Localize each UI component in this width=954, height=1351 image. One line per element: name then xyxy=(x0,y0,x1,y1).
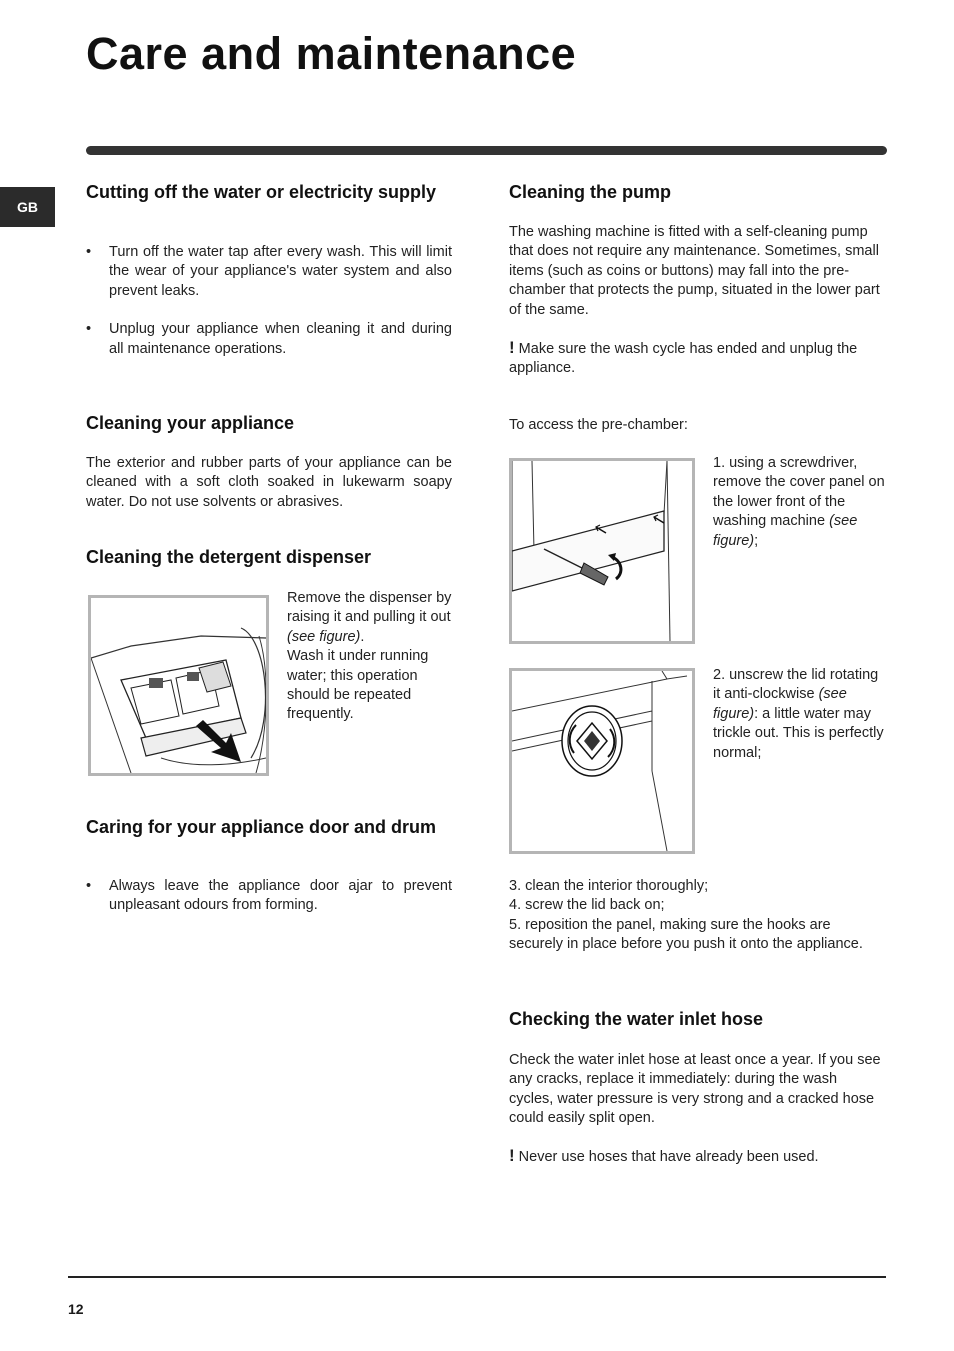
door-list xyxy=(86,877,452,916)
heading-supply: Cutting off the water or electricity supply xyxy=(86,182,437,202)
footer-divider xyxy=(68,1276,886,1278)
hose-body: Check the water inlet hose at least once a year. If you see any cracks, replace it immediately: during the wash cycles, water pressure is very strong and a cracked hose could easily split open. xyxy=(509,1052,881,1127)
heading-inlet-hose: Checking the water inlet hose xyxy=(509,1009,764,1029)
step-2-text: 2. unscrew the lid rotating it anti-clockwise xyxy=(713,667,879,703)
step-2-end: : a little water may trickle out. This is perfectly normal; xyxy=(713,705,884,761)
warning-icon: ! xyxy=(509,338,515,357)
dispenser-wash: Wash it under running water; this operation should be repeated frequently. xyxy=(287,648,429,723)
steps-3-5 xyxy=(509,877,881,955)
step-2 xyxy=(713,666,887,763)
language-tab: GB xyxy=(0,187,55,227)
pump-warning xyxy=(509,338,881,379)
header-divider xyxy=(86,146,887,155)
screwdriver-illustration xyxy=(512,461,692,641)
heading-cleaning-pump: Cleaning the pump xyxy=(509,182,671,202)
warning-icon: ! xyxy=(509,1146,515,1165)
dispenser-figure xyxy=(88,595,269,776)
pump-warning-text: Make sure the wash cycle has ended and unplug the appliance. xyxy=(509,341,858,377)
punctuation: . xyxy=(360,628,365,645)
panel-removal-figure xyxy=(509,458,695,644)
step-3: 3. clean the interior thoroughly; xyxy=(509,878,709,894)
dispenser-text xyxy=(287,589,463,725)
see-figure-ref: (see figure) xyxy=(713,686,847,722)
pump-lid-illustration xyxy=(512,671,692,851)
heading-door-drum: Caring for your appliance door and drum xyxy=(86,817,437,837)
see-figure-ref: (see figure) xyxy=(287,628,361,645)
hose-warning xyxy=(509,1146,881,1167)
page-number: 12 xyxy=(68,1301,84,1317)
heading-detergent-dispenser: Cleaning the detergent dispenser xyxy=(86,547,372,567)
step-5: 5. reposition the panel, making sure the hooks are securely in place before you push it onto the appliance. xyxy=(509,916,863,953)
hose-warning-text: Never use hoses that have already been used. xyxy=(518,1149,819,1165)
list-item: • Unplug your appliance when cleaning it and during all maintenance operations. xyxy=(86,320,452,359)
pump-body: The washing machine is fitted with a self-cleaning pump that does not require any maintenance. Sometimes, small items (such as coins or buttons) may fall into the pre-chamber that protects the pump, situated in the lower part of the same. xyxy=(509,224,880,318)
dispenser-instruction: Remove the dispenser by raising it and pulling it out xyxy=(287,590,452,626)
heading-cleaning-appliance: Cleaning your appliance xyxy=(86,413,295,433)
page-title: Care and maintenance xyxy=(86,28,577,79)
list-item: • Always leave the appliance door ajar to prevent unpleasant odours from forming. xyxy=(86,877,452,916)
list-item: • Turn off the water tap after every wash. This will limit the wear of your appliance's water system and also prevent leaks. xyxy=(86,243,452,301)
step-1 xyxy=(713,454,887,551)
dispenser-illustration xyxy=(91,598,266,773)
step-4: 4. screw the lid back on; xyxy=(509,897,665,914)
supply-list xyxy=(86,243,452,359)
lid-unscrew-figure xyxy=(509,668,695,854)
access-text: To access the pre-chamber: xyxy=(509,417,688,433)
see-figure-ref: (see figure) xyxy=(713,513,858,549)
step-1-text: 1. using a screwdriver, remove the cover panel on the lower front of the washing machine xyxy=(713,455,885,530)
punctuation: ; xyxy=(754,532,759,549)
appliance-body: The exterior and rubber parts of your appliance can be cleaned with a soft cloth soaked in lukewarm soapy water. Do not use solvents or abrasives. xyxy=(86,455,452,510)
